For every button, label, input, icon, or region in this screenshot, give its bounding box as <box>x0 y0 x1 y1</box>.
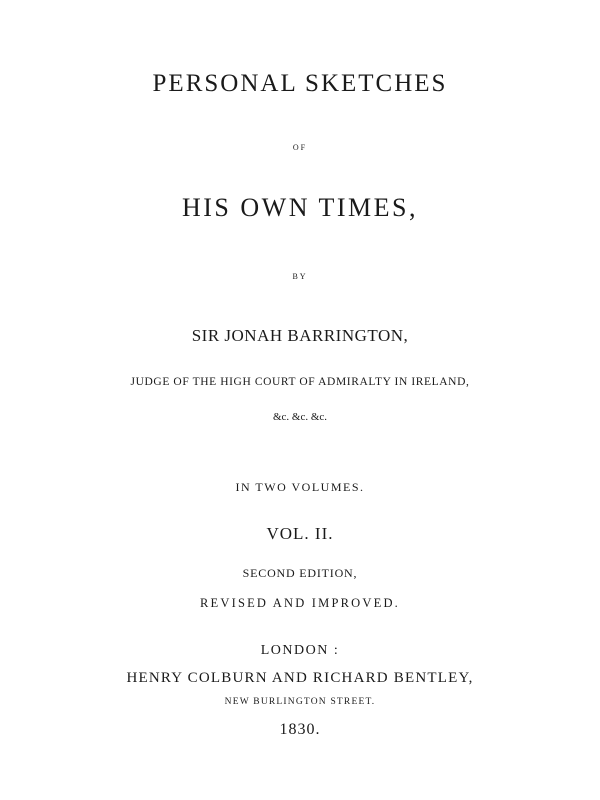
edition-text: SECOND EDITION, <box>242 566 358 580</box>
year-text: 1830. <box>279 721 321 738</box>
title-line-1: PERSONAL SKETCHES <box>152 70 448 97</box>
revised-text: REVISED AND IMPROVED. <box>199 596 401 610</box>
publisher-text: HENRY COLBURN AND RICHARD BENTLEY, <box>126 670 474 686</box>
author: SIR JONAH BARRINGTON, <box>191 326 409 345</box>
volume-number: VOL. II. <box>266 524 334 543</box>
volumes-text: IN TWO VOLUMES. <box>235 480 365 494</box>
author-title: JUDGE OF THE HIGH COURT OF ADMIRALTY IN IRELAND, <box>130 376 470 388</box>
by-text: BY <box>292 272 308 281</box>
title-line-2: HIS OWN TIMES, <box>181 193 419 222</box>
of-text: OF <box>292 143 308 152</box>
etc-text: &c. &c. &c. <box>272 411 328 423</box>
place-text: LONDON : <box>260 643 340 658</box>
street-text: NEW BURLINGTON STREET. <box>224 697 376 707</box>
